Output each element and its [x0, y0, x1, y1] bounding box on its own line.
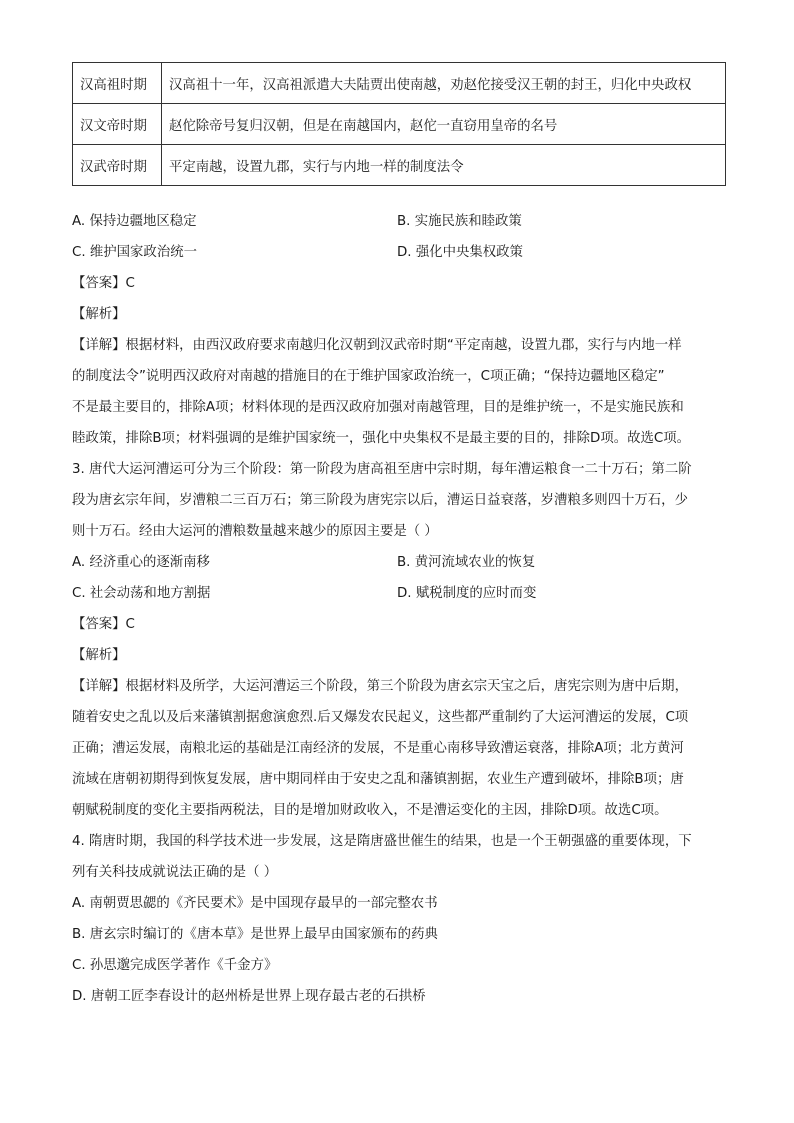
- detail-line: 朝赋税制度的变化主要指两税法，目的是增加财政收入，不是漕运变化的主因，排除D项。故选C项。: [72, 803, 668, 818]
- option-a[interactable]: A. 南朝贾思勰的《齐民要术》是中国现存最早的一部完整农书: [72, 896, 438, 911]
- detail-line: 正确；漕运发展，南粮北运的基础是江南经济的发展，不是重心南移导致漕运衰落，排除A项；北方黄河: [72, 741, 684, 756]
- option-b[interactable]: B. 实施民族和睦政策: [397, 214, 522, 229]
- table-cell-period: 汉武帝时期: [73, 145, 162, 186]
- detail-line: 的制度法令”说明西汉政府对南越的措施目的在于维护国家政治统一，C项正确；“保持边疆地区稳定”: [72, 369, 665, 384]
- answer-label: 【答案】C: [72, 276, 135, 291]
- analysis-label: 【解析】: [72, 307, 126, 322]
- question-2-section: [72, 206, 726, 454]
- option-c[interactable]: C. 维护国家政治统一: [72, 245, 197, 260]
- table-row: [73, 145, 726, 186]
- table-cell-period: 汉高祖时期: [73, 63, 162, 104]
- q4-options: [72, 888, 726, 1012]
- option-a[interactable]: A. 经济重心的逐渐南移: [72, 555, 210, 570]
- option-d[interactable]: D. 赋税制度的应时而变: [397, 586, 537, 601]
- detail-line: 睦政策，排除B项；材料强调的是维护国家统一，强化中央集权不是最主要的目的，排除D项。故选C项。: [72, 431, 691, 446]
- question-3-section: [72, 454, 726, 826]
- question-stem-line: 则十万石。经由大运河的漕粮数量越来越少的原因主要是（ ）: [72, 524, 438, 539]
- question-stem-line: 3. 唐代大运河漕运可分为三个阶段：第一阶段为唐高祖至唐中宗时期，每年漕运粮食一二十万石；第二阶: [72, 462, 692, 477]
- answer-label: 【答案】C: [72, 617, 135, 632]
- q3-options: [72, 547, 726, 609]
- question-stem-line: 段为唐玄宗年间，岁漕粮二三百万石；第三阶段为唐宪宗以后，漕运日益衰落，岁漕粮多则四十万石，少: [72, 493, 688, 508]
- option-c[interactable]: C. 社会动荡和地方割据: [72, 586, 211, 601]
- question-stem-line: 列有关科技成就说法正确的是（ ）: [72, 865, 278, 880]
- option-a[interactable]: A. 保持边疆地区稳定: [72, 214, 197, 229]
- table-cell-content: 赵佗除帝号复归汉朝，但是在南越国内，赵佗一直窃用皇帝的名号: [162, 104, 726, 145]
- document-page: [72, 62, 726, 1012]
- option-d[interactable]: D. 强化中央集权政策: [397, 245, 523, 260]
- table-row: [73, 104, 726, 145]
- table-cell-content: 平定南越，设置九郡，实行与内地一样的制度法令: [162, 145, 726, 186]
- option-d[interactable]: D. 唐朝工匠李春设计的赵州桥是世界上现存最古老的石拱桥: [72, 989, 426, 1004]
- option-b[interactable]: B. 唐玄宗时编订的《唐本草》是世界上最早由国家颁布的药典: [72, 927, 438, 942]
- analysis-detail: [72, 330, 726, 454]
- detail-line: 【详解】根据材料及所学，大运河漕运三个阶段，第三个阶段为唐玄宗天宝之后，唐宪宗则为唐中后期，: [72, 679, 688, 694]
- table-row: [73, 63, 726, 104]
- table-cell-content: 汉高祖十一年，汉高祖派遣大夫陆贾出使南越，劝赵佗接受汉王朝的封王，归化中央政权: [162, 63, 726, 104]
- analysis-label: 【解析】: [72, 648, 126, 663]
- detail-line: 随着安史之乱以及后来藩镇割据愈演愈烈.后又爆发农民起义，这些都严重制约了大运河漕运的发展，C项: [72, 710, 689, 725]
- question-stem-line: 4. 隋唐时期，我国的科学技术进一步发展，这是隋唐盛世催生的结果，也是一个王朝强盛的重要体现，下: [72, 834, 692, 849]
- question-4-section: [72, 826, 726, 1012]
- option-c[interactable]: C. 孙思邈完成医学著作《千金方》: [72, 958, 278, 973]
- detail-line: 流域在唐朝初期得到恢复发展，唐中期同样由于安史之乱和藩镇割据，农业生产遭到破坏，排除B项；唐: [72, 772, 684, 787]
- option-b[interactable]: B. 黄河流域农业的恢复: [397, 555, 536, 570]
- analysis-detail: [72, 671, 726, 826]
- detail-line: 【详解】根据材料，由西汉政府要求南越归化汉朝到汉武帝时期“平定南越，设置九郡，实行与内地一样: [72, 338, 682, 353]
- q2-options: [72, 206, 726, 268]
- table-cell-period: 汉文帝时期: [73, 104, 162, 145]
- history-table: [72, 62, 726, 186]
- detail-line: 不是最主要目的，排除A项；材料体现的是西汉政府加强对南越管理，目的是维护统一，不是实施民族和: [72, 400, 684, 415]
